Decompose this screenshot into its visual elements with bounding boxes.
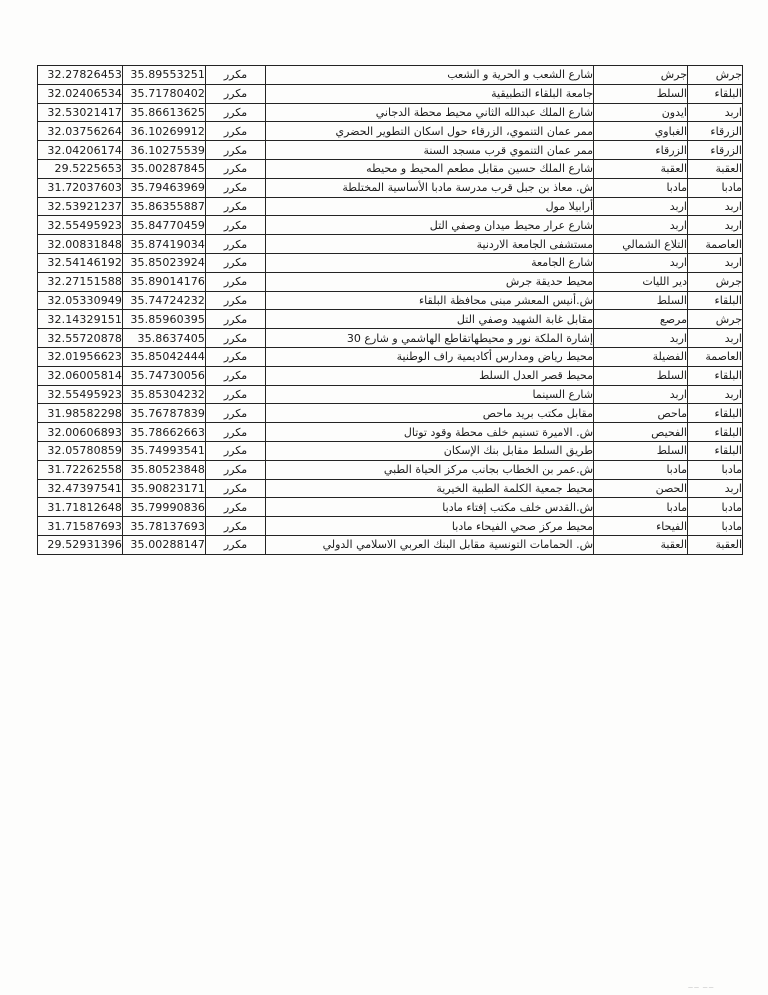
governorate-cell: العاصمة [688,347,743,366]
district-cell: اربد [594,329,688,348]
longitude-cell: 35.8637405 [123,329,206,348]
latitude-cell: 32.53921237 [38,197,123,216]
governorate-cell: اربد [688,216,743,235]
location-description-cell: ش. الحمامات التونسية مقابل البنك العربي الاسلامي الدولي [266,535,594,554]
longitude-cell: 35.71780402 [123,84,206,103]
repeated-marker-cell: مكرر [206,535,266,554]
latitude-cell: 31.72262558 [38,460,123,479]
governorate-cell: اربد [688,479,743,498]
location-description-cell: محيط جمعية الكلمة الطبية الخيرية [266,479,594,498]
longitude-cell: 35.85960395 [123,310,206,329]
location-description-cell: جامعة البلقاء التطبيقية [266,84,594,103]
longitude-cell: 35.90823171 [123,479,206,498]
repeated-marker-cell: مكرر [206,253,266,272]
longitude-cell: 35.85304232 [123,385,206,404]
district-cell: دير الليات [594,272,688,291]
latitude-cell: 31.98582298 [38,404,123,423]
table-row [38,235,743,254]
repeated-marker-cell: مكرر [206,103,266,122]
location-description-cell: ش. الاميرة تسنيم خلف محطة وقود توتال [266,423,594,442]
location-description-cell: شارع الملك حسين مقابل مطعم المحيط و محيطه [266,159,594,178]
latitude-cell: 32.53021417 [38,103,123,122]
locations-table [37,65,743,555]
location-description-cell: محيط رياض ومدارس أكاديمية راف الوطنية [266,347,594,366]
table-row [38,122,743,141]
longitude-cell: 35.87419034 [123,235,206,254]
district-cell: الفيحاء [594,517,688,536]
location-description-cell: ش. معاذ بن جبل قرب مدرسة مادبا الأساسية المختلطة [266,178,594,197]
repeated-marker-cell: مكرر [206,441,266,460]
repeated-marker-cell: مكرر [206,329,266,348]
governorate-cell: اربد [688,385,743,404]
repeated-marker-cell: مكرر [206,216,266,235]
table-row [38,178,743,197]
page-footer-smudge: —— —— [688,985,715,991]
latitude-cell: 29.5225653 [38,159,123,178]
district-cell: الحصن [594,479,688,498]
district-cell: اربد [594,216,688,235]
governorate-cell: البلقاء [688,404,743,423]
table-row [38,310,743,329]
district-cell: مادبا [594,178,688,197]
governorate-cell: اربد [688,103,743,122]
governorate-cell: مادبا [688,178,743,197]
locations-table-body [38,66,743,555]
latitude-cell: 32.27826453 [38,66,123,85]
latitude-cell: 32.00606893 [38,423,123,442]
district-cell: اربد [594,253,688,272]
table-row [38,366,743,385]
district-cell: السلط [594,366,688,385]
location-description-cell: مستشفى الجامعة الاردنية [266,235,594,254]
district-cell: مرصع [594,310,688,329]
table-row [38,291,743,310]
district-cell: العقبة [594,535,688,554]
governorate-cell: مادبا [688,460,743,479]
repeated-marker-cell: مكرر [206,197,266,216]
repeated-marker-cell: مكرر [206,84,266,103]
location-description-cell: ممر عمان التنموي، الزرقاء حول اسكان التطوير الحضري [266,122,594,141]
repeated-marker-cell: مكرر [206,235,266,254]
longitude-cell: 35.86355887 [123,197,206,216]
latitude-cell: 29.52931396 [38,535,123,554]
governorate-cell: العقبة [688,535,743,554]
repeated-marker-cell: مكرر [206,366,266,385]
location-description-cell: ممر عمان التنموي قرب مسجد السنة [266,141,594,160]
location-description-cell: شارع الجامعة [266,253,594,272]
longitude-cell: 35.79463969 [123,178,206,197]
repeated-marker-cell: مكرر [206,310,266,329]
longitude-cell: 35.80523848 [123,460,206,479]
governorate-cell: مادبا [688,517,743,536]
table-row [38,517,743,536]
repeated-marker-cell: مكرر [206,479,266,498]
repeated-marker-cell: مكرر [206,291,266,310]
governorate-cell: اربد [688,253,743,272]
repeated-marker-cell: مكرر [206,385,266,404]
table-row [38,404,743,423]
longitude-cell: 35.00288147 [123,535,206,554]
location-description-cell: مقابل غابة الشهيد وصفي التل [266,310,594,329]
latitude-cell: 32.47397541 [38,479,123,498]
district-cell: السلط [594,84,688,103]
latitude-cell: 32.27151588 [38,272,123,291]
table-row [38,329,743,348]
latitude-cell: 32.55720878 [38,329,123,348]
location-description-cell: محيط مركز صحي الفيحاء مادبا [266,517,594,536]
latitude-cell: 32.03756264 [38,122,123,141]
district-cell: اربد [594,197,688,216]
table-row [38,141,743,160]
governorate-cell: الزرقاء [688,141,743,160]
governorate-cell: البلقاء [688,291,743,310]
table-row [38,66,743,85]
latitude-cell: 32.05780859 [38,441,123,460]
repeated-marker-cell: مكرر [206,423,266,442]
latitude-cell: 31.71587693 [38,517,123,536]
governorate-cell: جرش [688,272,743,291]
longitude-cell: 35.74724232 [123,291,206,310]
table-row [38,498,743,517]
table-row [38,479,743,498]
governorate-cell: العقبة [688,159,743,178]
location-description-cell: ش.القدس خلف مكتب إفتاء مادبا [266,498,594,517]
longitude-cell: 35.74993541 [123,441,206,460]
district-cell: ماحص [594,404,688,423]
governorate-cell: اربد [688,197,743,216]
latitude-cell: 31.72037603 [38,178,123,197]
table-row [38,272,743,291]
repeated-marker-cell: مكرر [206,498,266,517]
governorate-cell: مادبا [688,498,743,517]
table-row [38,347,743,366]
location-description-cell: محيط قصر العدل السلط [266,366,594,385]
district-cell: الزرقاء [594,141,688,160]
district-cell: ايدون [594,103,688,122]
latitude-cell: 32.55495923 [38,216,123,235]
governorate-cell: الزرقاء [688,122,743,141]
latitude-cell: 32.01956623 [38,347,123,366]
location-description-cell: شارع السينما [266,385,594,404]
latitude-cell: 32.00831848 [38,235,123,254]
longitude-cell: 36.10275539 [123,141,206,160]
longitude-cell: 35.85023924 [123,253,206,272]
latitude-cell: 31.71812648 [38,498,123,517]
governorate-cell: العاصمة [688,235,743,254]
latitude-cell: 32.55495923 [38,385,123,404]
repeated-marker-cell: مكرر [206,404,266,423]
table-row [38,423,743,442]
repeated-marker-cell: مكرر [206,517,266,536]
latitude-cell: 32.54146192 [38,253,123,272]
location-description-cell: ش.أنيس المعشر مبنى محافظة البلقاء [266,291,594,310]
longitude-cell: 35.89014176 [123,272,206,291]
repeated-marker-cell: مكرر [206,178,266,197]
repeated-marker-cell: مكرر [206,159,266,178]
table-row [38,159,743,178]
governorate-cell: البلقاء [688,366,743,385]
district-cell: الغباوي [594,122,688,141]
table-row [38,216,743,235]
table-row [38,441,743,460]
longitude-cell: 35.00287845 [123,159,206,178]
governorate-cell: البلقاء [688,441,743,460]
governorate-cell: اربد [688,329,743,348]
repeated-marker-cell: مكرر [206,347,266,366]
repeated-marker-cell: مكرر [206,460,266,479]
repeated-marker-cell: مكرر [206,272,266,291]
district-cell: الفحيص [594,423,688,442]
location-description-cell: إشارة الملكة نور و محيطهاتقاطع الهاشمي و شارع 30 [266,329,594,348]
repeated-marker-cell: مكرر [206,141,266,160]
table-row [38,460,743,479]
district-cell: السلط [594,291,688,310]
latitude-cell: 32.06005814 [38,366,123,385]
location-description-cell: ش.عمر بن الخطاب بجانب مركز الحياة الطبي [266,460,594,479]
table-row [38,385,743,404]
governorate-cell: جرش [688,310,743,329]
longitude-cell: 35.78137693 [123,517,206,536]
longitude-cell: 35.74730056 [123,366,206,385]
longitude-cell: 35.89553251 [123,66,206,85]
location-description-cell: مقابل مكتب بريد ماحص [266,404,594,423]
location-description-cell: طريق السلط مقابل بنك الإسكان [266,441,594,460]
district-cell: مادبا [594,460,688,479]
longitude-cell: 36.10269912 [123,122,206,141]
longitude-cell: 35.79990836 [123,498,206,517]
district-cell: العقبة [594,159,688,178]
latitude-cell: 32.05330949 [38,291,123,310]
latitude-cell: 32.04206174 [38,141,123,160]
governorate-cell: البلقاء [688,84,743,103]
repeated-marker-cell: مكرر [206,66,266,85]
longitude-cell: 35.76787839 [123,404,206,423]
longitude-cell: 35.85042444 [123,347,206,366]
table-row [38,84,743,103]
longitude-cell: 35.86613625 [123,103,206,122]
latitude-cell: 32.02406534 [38,84,123,103]
governorate-cell: جرش [688,66,743,85]
district-cell: السلط [594,441,688,460]
table-row [38,253,743,272]
location-description-cell: شارع الملك عبدالله الثاني محيط محطة الدجاني [266,103,594,122]
location-description-cell: شارع عرار محيط ميدان وصفي التل [266,216,594,235]
longitude-cell: 35.78662663 [123,423,206,442]
district-cell: التلاع الشمالي [594,235,688,254]
district-cell: اربد [594,385,688,404]
location-description-cell: شارع الشعب و الحرية و الشعب [266,66,594,85]
governorate-cell: البلقاء [688,423,743,442]
table-row [38,197,743,216]
location-description-cell: أرابيلا مول [266,197,594,216]
latitude-cell: 32.14329151 [38,310,123,329]
repeated-marker-cell: مكرر [206,122,266,141]
location-description-cell: محيط حديقة جرش [266,272,594,291]
table-row [38,103,743,122]
district-cell: جرش [594,66,688,85]
district-cell: الفضيلة [594,347,688,366]
district-cell: مادبا [594,498,688,517]
longitude-cell: 35.84770459 [123,216,206,235]
table-row [38,535,743,554]
